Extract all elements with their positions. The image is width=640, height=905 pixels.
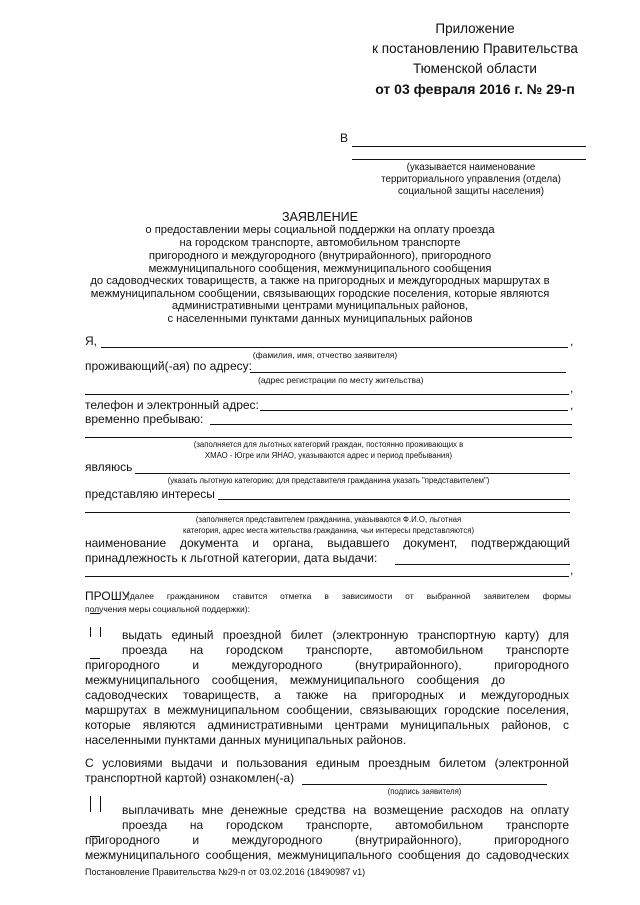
comma: , (570, 381, 574, 395)
title-line: административными центрами муниципальных районов, (171, 300, 469, 312)
doc-label-line-2: принадлежность к льготной категории, дата выдачи: (85, 551, 378, 565)
option-1-checkbox[interactable] (90, 613, 100, 659)
address-field[interactable] (250, 372, 566, 373)
temp-stay-note-1: (заполняется для льготных категорий граждан, постоянно проживающих в (193, 440, 464, 449)
resolution-ref: к постановлению Правительства (372, 41, 578, 56)
option-1-line: которые являются административными центрами муниципальных районов, с (85, 718, 569, 732)
doc-field-2[interactable] (85, 576, 569, 577)
doc-field[interactable] (395, 564, 570, 565)
category-label: являюсь (85, 460, 133, 474)
represent-note-2: категория, адрес места жительства гражданина, чьи интересы представляются) (182, 526, 475, 535)
conditions-line-2: транспортной картой) ознакомлен(-а) (85, 771, 295, 785)
conditions-line-1: С условиями выдачи и пользования единым проездным билетом (электронной (85, 756, 569, 770)
title-line: на городском транспорте, автомобильном транспорте (179, 237, 461, 249)
signature-note: (подпись заявителя) (387, 787, 462, 796)
temp-stay-note-2: ХМАО - Югре или ЯНАО, указываются адрес и период пребывания) (204, 451, 453, 460)
recipient-note-2: территориального управления (отдела) (381, 174, 561, 185)
appendix-label: Приложение (435, 21, 515, 36)
title-line: о предоставлении меры социальной поддержки на оплату проезда (145, 224, 495, 236)
fio-field[interactable] (101, 347, 568, 348)
ya-label: Я, (85, 334, 97, 348)
option-2-line: пригородного и междугородного (внутрирайонного), пригородного (85, 833, 569, 847)
signature-field[interactable] (302, 784, 547, 785)
temp-stay-label: временно пребываю: (85, 412, 204, 426)
footer-reference: Постановление Правительства №29-п от 03.02.2016 (18490987 v1) (85, 867, 366, 877)
comma: , (570, 334, 574, 348)
option-1-line: маршрутах в межмуниципальном сообщении, связывающих городские поселения, (85, 703, 569, 717)
recipient-line-1[interactable] (352, 146, 586, 147)
document-title: ЗАЯВЛЕНИЕ (281, 210, 358, 224)
address-field-2[interactable] (85, 394, 569, 395)
option-1-line: выдать единый проездной билет (электронную транспортную карту) для (122, 628, 569, 642)
option-1-line: проезда на городском транспорте, автомобильном транспорте (122, 643, 569, 657)
option-2-line: выплачивать мне денежные средства на возмещение расходов на оплату (122, 803, 569, 817)
represent-field-2[interactable] (85, 512, 570, 513)
temp-stay-field-2[interactable] (85, 437, 572, 438)
temp-stay-field[interactable] (210, 424, 572, 425)
request-word: ПРОШУ (85, 589, 130, 603)
phone-label: телефон и электронный адрес: (85, 398, 259, 412)
request-note-2: получения меры социальной поддержки): (85, 604, 250, 614)
option-1-line: межмуниципального сообщения, межмуниципального сообщения до (85, 673, 505, 687)
category-note: (указать льготную категорию; для представителя гражданина указать "представителем") (167, 476, 490, 485)
option-2-checkbox[interactable] (90, 796, 100, 837)
title-line: до садоводческих товариществ, а также на пригородных и междугородных маршрутах в (90, 275, 550, 287)
address-label: проживающий(-ая) по адресу: (85, 359, 252, 373)
region-name: Тюменской области (413, 61, 537, 76)
recipient-note-1: (указывается наименование (406, 162, 536, 173)
recipient-note-3: социальной защиты населения) (397, 186, 545, 197)
comma: , (570, 563, 574, 577)
comma: , (570, 398, 574, 412)
title-line: межмуниципального сообщения, межмуниципального сообщения (148, 263, 492, 275)
represent-label: представляю интересы (85, 487, 215, 501)
option-1-line: населенными пунктами данных муниципальных районов. (85, 733, 407, 747)
request-note-1: (далее гражданином ставится отметка в зависимости от выбранной заявителем формы (127, 591, 571, 601)
address-note: (адрес регистрации по месту жительства) (258, 375, 424, 385)
resolution-date: от 03 февраля 2016 г. № 29-п (375, 81, 575, 97)
option-1-line: садоводческих товариществ, а также на пригородных и междугородных (85, 688, 569, 702)
title-line: межмуниципальном сообщении, связывающих городские поселения, которые являются (90, 288, 550, 300)
doc-label-line-1: наименование документа и органа, выдавшего документ, подтверждающий (85, 536, 570, 550)
recipient-line-2[interactable] (352, 159, 586, 160)
category-field[interactable] (135, 473, 570, 474)
title-line: пригородного и междугородного (внутрирайонного), пригородного (148, 250, 492, 262)
option-2-line: проезда на городском транспорте, автомобильном транспорте (122, 818, 569, 832)
represent-field[interactable] (218, 499, 570, 500)
represent-note-1: (заполняется представителем гражданина, указываются Ф.И.О, льготная (195, 515, 462, 524)
option-1-line: пригородного и междугородного (внутрирайонного), пригородного (85, 658, 569, 672)
fio-note: (фамилия, имя, отчество заявителя) (252, 350, 398, 360)
recipient-prefix: В (340, 131, 349, 145)
phone-field[interactable] (260, 410, 568, 411)
option-2-line: межмуниципального сообщения, межмуниципального сообщения до садоводческих (85, 848, 569, 862)
title-line: с населенными пунктами данных муниципальных районов (167, 313, 473, 325)
